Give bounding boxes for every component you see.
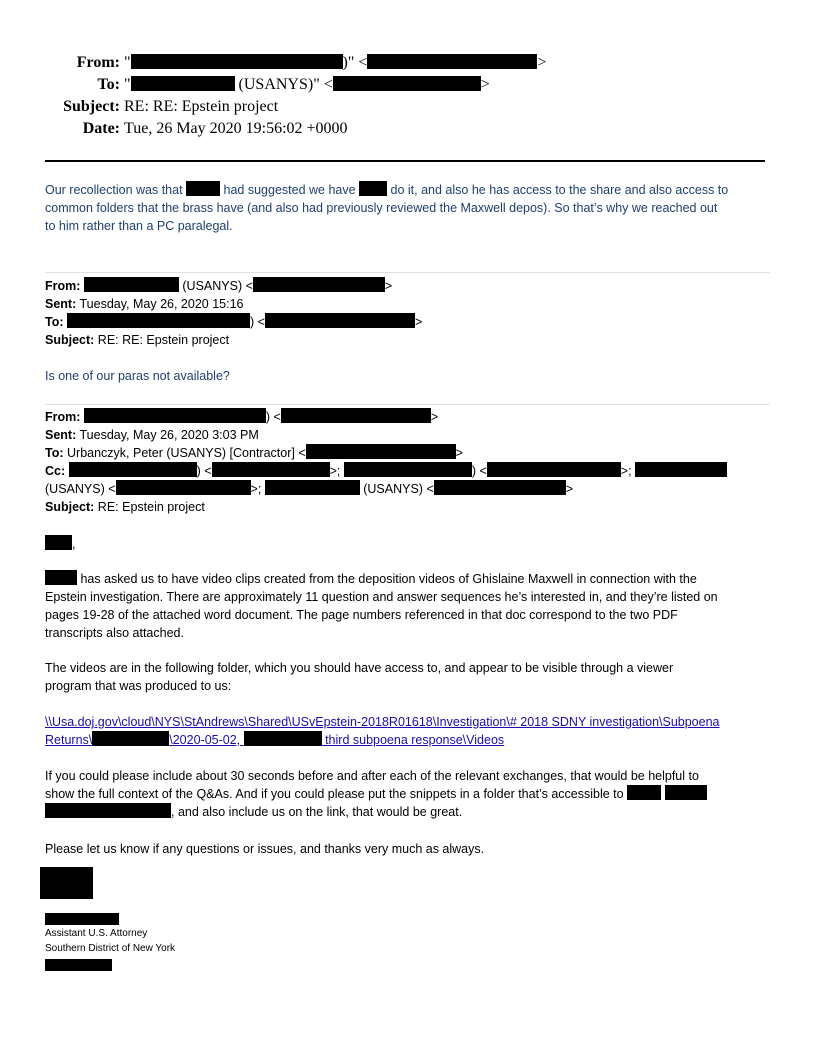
greeting: , [45, 535, 775, 553]
sent-value: Tuesday, May 26, 2020 3:03 PM [79, 428, 259, 442]
to-label: To: [97, 76, 120, 93]
folder-path-link[interactable]: \\Usa.doj.gov\cloud\NYS\StAndrews\Shared\USvEpstein-2018R01618\Investigation\# 2018 SDNY investigation\Subpoena [45, 715, 720, 729]
subject-label: Subject: [63, 98, 120, 115]
cc-label: Cc: [45, 464, 66, 478]
folder-link[interactable] [45, 713, 775, 749]
body-paragraph-4: Please let us know if any questions or issues, and thanks very much as always. [45, 842, 485, 856]
redaction [244, 731, 322, 746]
subject-value: RE: Epstein project [97, 500, 205, 514]
redaction [45, 535, 72, 550]
redaction [253, 277, 385, 292]
redaction [131, 54, 343, 69]
subject-label: Subject: [45, 500, 95, 514]
from-value: " )" < > [124, 54, 547, 71]
redaction [131, 76, 235, 91]
redaction [212, 462, 330, 477]
from-label: From: [76, 54, 120, 71]
redaction [84, 277, 179, 292]
body-paragraph-2: The videos are in the following folder, which you should have access to, and appear to be visible through a viewer program that was produced to us: [45, 661, 674, 693]
sent-value: Tuesday, May 26, 2020 15:16 [79, 297, 244, 311]
signature-block [45, 926, 175, 956]
redaction [281, 408, 431, 423]
header-divider [45, 160, 765, 162]
signature-redaction [40, 867, 93, 899]
folder-path-link-cont[interactable]: Returns\ \2020-05-02, third subpoena response\Videos [45, 733, 505, 747]
redaction [434, 480, 566, 495]
subject-label: Subject: [45, 333, 95, 347]
redaction [116, 480, 251, 495]
redaction [67, 313, 250, 328]
message-body: Is one of our paras not available? [45, 369, 230, 383]
redaction [92, 731, 169, 746]
redaction [45, 803, 171, 818]
redaction [186, 181, 220, 196]
quoted-message-1: From: (USANYS) < > Sent: Tuesday, May 26, 2020 15:16 To: ) < > Subject: RE: RE: Epstein project Is one of our paras not available? [45, 277, 775, 385]
signer-title: Assistant U.S. Attorney [45, 928, 148, 939]
body-paragraph-3: If you could please include about 30 seconds before and after each of the relevant exchanges, that would be helpful to show the full context of the Q&As. And if you could please put the snippets in a folder that’s accessible to , and also include us on the link, that would be great. [45, 767, 775, 821]
redaction [265, 480, 360, 495]
redaction [359, 181, 387, 196]
reply-body: Our recollection was that had suggested we have do it, and also he has access to the share and also access to common folders that the brass have (and also had previously reviewed the Maxwell depos). So that’s why we reached out to him rather than a PC paralegal. [45, 183, 729, 233]
redaction [306, 444, 456, 459]
from-label: From: [45, 279, 81, 293]
redaction [367, 54, 537, 69]
redaction [333, 76, 481, 91]
message-divider [45, 272, 770, 273]
redaction [344, 462, 472, 477]
to-value: " (USANYS)" < > [124, 76, 490, 93]
redaction [627, 785, 661, 800]
redaction [69, 462, 197, 477]
subject-value: RE: RE: Epstein project [97, 333, 230, 347]
redaction [84, 408, 266, 423]
redaction [665, 785, 707, 800]
sent-label: Sent: [45, 428, 77, 442]
from-label: From: [45, 410, 81, 424]
signer-office: Southern District of New York [45, 943, 176, 954]
body-paragraph-1: has asked us to have video clips created from the deposition videos of Ghislaine Maxwell in connection with the Epstein investigation. There are approximately 11 question and answer sequences he’s interested in, and they’re listed on pages 19-28 of the attached word document. The page numbers referenced in that doc correspond to the two PDF transcripts also attached. [45, 572, 718, 640]
date-label: Date: [82, 120, 120, 137]
to-label: To: [45, 315, 64, 329]
quoted-message-2: From: ) < > Sent: Tuesday, May 26, 2020 3:03 PM To: Urbanczyk, Peter (USANYS) [Contractor] < > Cc: ) < >; ) < >; (USANYS) < >; (USANYS) < > Subject: RE: Epstein project [45, 408, 775, 516]
date-value: Tue, 26 May 2020 19:56:02 +0000 [124, 120, 348, 137]
redaction [635, 462, 727, 477]
redaction [487, 462, 621, 477]
redaction [45, 570, 77, 585]
contact-redaction [45, 959, 112, 971]
message-divider [45, 404, 770, 405]
to-value: Urbanczyk, Peter (USANYS) [Contractor] < [67, 446, 306, 460]
sent-label: Sent: [45, 297, 77, 311]
signer-name-redaction [45, 913, 119, 925]
redaction [265, 313, 415, 328]
subject-value: RE: RE: Epstein project [124, 98, 279, 115]
to-label: To: [45, 446, 64, 460]
